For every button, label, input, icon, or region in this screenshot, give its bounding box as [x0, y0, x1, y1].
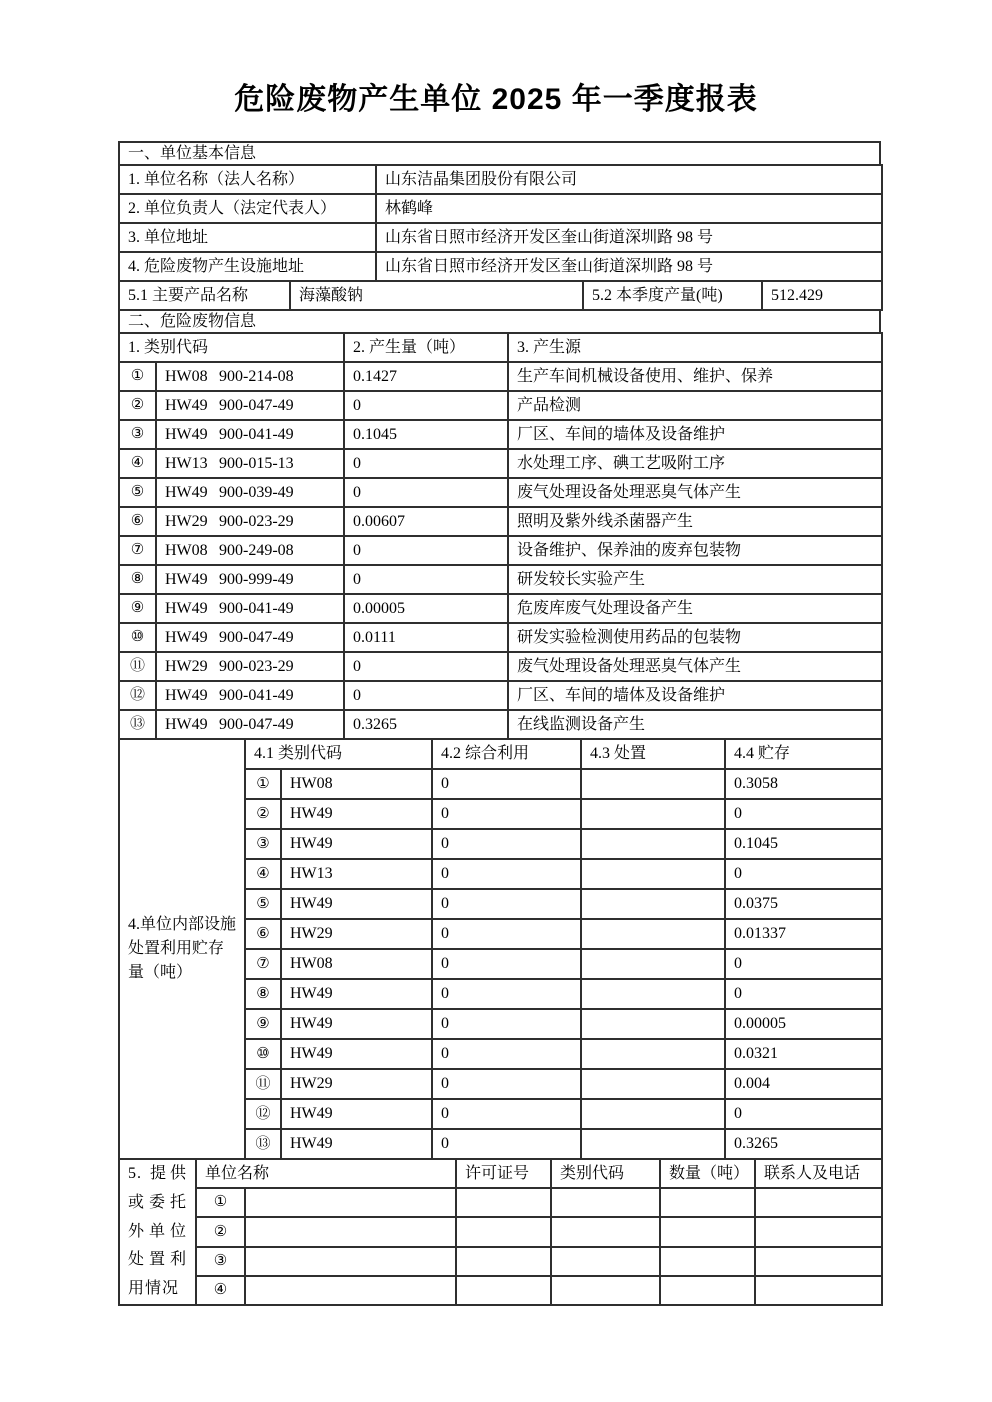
col-header-use: 4.2 综合利用	[432, 739, 581, 769]
row-index: ⑬	[245, 1129, 281, 1159]
waste-code-num: 900-047-49	[219, 396, 294, 414]
waste-code-hw: HW29	[281, 1069, 432, 1099]
table-row	[119, 1217, 882, 1246]
section1-header-table	[118, 141, 881, 166]
table-row	[119, 391, 882, 420]
waste-code-hw: HW49	[281, 979, 432, 1009]
waste-code-hw: HW49	[281, 1009, 432, 1039]
waste-code	[156, 594, 344, 623]
use-qty: 0	[432, 829, 581, 859]
dispose-qty	[581, 1099, 725, 1129]
row-index: ⑬	[119, 710, 156, 739]
waste-code-num: 900-047-49	[219, 715, 294, 733]
col-header-unit-name: 单位名称	[196, 1159, 456, 1188]
use-qty: 0	[432, 889, 581, 919]
dispose-qty	[581, 949, 725, 979]
product-name-label: 5.1 主要产品名称	[119, 281, 290, 310]
waste-code-hw: HW49	[165, 570, 208, 588]
use-qty: 0	[432, 1069, 581, 1099]
table-row	[119, 652, 882, 681]
waste-source: 研发实验检测使用药品的包装物	[508, 623, 882, 652]
table-row	[119, 681, 882, 710]
table-row	[119, 362, 882, 391]
waste-qty: 0.00005	[344, 594, 508, 623]
waste-qty: 0.0111	[344, 623, 508, 652]
product-row-table	[118, 280, 883, 311]
store-qty: 0	[725, 1099, 882, 1129]
waste-info-header-table	[118, 332, 883, 363]
table-row	[119, 165, 882, 194]
waste-code-num: 900-041-49	[219, 686, 294, 704]
dispose-qty	[581, 859, 725, 889]
waste-source: 研发较长实验产生	[508, 565, 882, 594]
waste-code-hw: HW49	[165, 396, 208, 414]
table-row	[119, 565, 882, 594]
row-index: ⑫	[245, 1099, 281, 1129]
table-row	[119, 281, 882, 310]
use-qty: 0	[432, 1099, 581, 1129]
row-index: ⑫	[119, 681, 156, 710]
waste-code-hw: HW08	[165, 367, 208, 385]
dispose-qty	[581, 919, 725, 949]
row-index: ⑥	[245, 919, 281, 949]
waste-code-hw: HW08	[281, 949, 432, 979]
waste-code-hw: HW49	[281, 799, 432, 829]
waste-code-hw: HW13	[165, 454, 208, 472]
product-qty-label: 5.2 本季度产量(吨)	[583, 281, 762, 310]
qty-cell	[660, 1276, 755, 1305]
waste-source: 危废库废气处理设备产生	[508, 594, 882, 623]
code-cell	[551, 1276, 660, 1305]
waste-code-num: 900-047-49	[219, 628, 294, 646]
waste-code-hw: HW29	[281, 919, 432, 949]
product-name-value: 海藻酸钠	[290, 281, 583, 310]
row-index: ⑧	[119, 565, 156, 594]
store-qty: 0	[725, 859, 882, 889]
use-qty: 0	[432, 919, 581, 949]
section5-label: 5. 提供或委托外单位处置利用情况	[119, 1159, 196, 1305]
waste-code-num: 900-023-29	[219, 657, 294, 675]
section4-label: 4.单位内部设施处置利用贮存量（吨）	[119, 739, 245, 1159]
table-row	[119, 623, 882, 652]
field-label: 1. 单位名称（法人名称）	[119, 165, 376, 194]
use-qty: 0	[432, 979, 581, 1009]
waste-code	[156, 362, 344, 391]
table-row	[119, 223, 882, 252]
row-index: ①	[119, 362, 156, 391]
qty-cell	[660, 1247, 755, 1276]
waste-code-hw: HW49	[281, 1039, 432, 1069]
row-index: ⑦	[119, 536, 156, 565]
waste-code	[156, 565, 344, 594]
waste-code-num: 900-249-08	[219, 541, 294, 559]
waste-source: 厂区、车间的墙体及设备维护	[508, 420, 882, 449]
waste-qty: 0.00607	[344, 507, 508, 536]
row-index: ⑥	[119, 507, 156, 536]
waste-qty: 0	[344, 681, 508, 710]
permit-cell	[456, 1188, 551, 1217]
waste-code-num: 900-015-13	[219, 454, 294, 472]
col-header-code: 类别代码	[551, 1159, 660, 1188]
page-title: 危险废物产生单位 2025 年一季度报表	[234, 83, 758, 116]
basic-info-table	[118, 164, 883, 282]
table-row	[119, 333, 882, 362]
waste-source: 水处理工序、碘工艺吸附工序	[508, 449, 882, 478]
store-qty: 0	[725, 799, 882, 829]
row-index: ⑨	[245, 1009, 281, 1039]
waste-code	[156, 420, 344, 449]
field-value: 山东省日照市经济开发区奎山街道深圳路 98 号	[376, 223, 882, 252]
qty-cell	[660, 1217, 755, 1246]
row-index: ⑩	[245, 1039, 281, 1069]
waste-source: 厂区、车间的墙体及设备维护	[508, 681, 882, 710]
row-index: ⑧	[245, 979, 281, 1009]
table-row	[119, 710, 882, 739]
dispose-qty	[581, 769, 725, 799]
dispose-qty	[581, 1069, 725, 1099]
waste-qty: 0.1427	[344, 362, 508, 391]
table-row	[119, 1276, 882, 1305]
waste-code-hw: HW08	[165, 541, 208, 559]
use-qty: 0	[432, 1039, 581, 1069]
waste-qty: 0.3265	[344, 710, 508, 739]
waste-code	[156, 536, 344, 565]
col-header-code: 4.1 类别代码	[245, 739, 432, 769]
waste-code-hw: HW49	[165, 483, 208, 501]
waste-code-num: 900-041-49	[219, 425, 294, 443]
col-header-code: 1. 类别代码	[119, 333, 344, 362]
store-qty: 0.01337	[725, 919, 882, 949]
table-row	[119, 194, 882, 223]
contact-cell	[755, 1217, 882, 1246]
permit-cell	[456, 1276, 551, 1305]
waste-code	[156, 652, 344, 681]
table-row	[119, 594, 882, 623]
field-label: 3. 单位地址	[119, 223, 376, 252]
row-index: ⑨	[119, 594, 156, 623]
internal-disposal-table	[118, 738, 883, 1160]
row-index: ⑤	[245, 889, 281, 919]
field-label: 4. 危险废物产生设施地址	[119, 252, 376, 281]
unit-name-cell	[245, 1276, 456, 1305]
waste-qty: 0	[344, 449, 508, 478]
col-header-qty: 2. 产生量（吨）	[344, 333, 508, 362]
waste-code-hw: HW49	[165, 628, 208, 646]
row-index: ④	[245, 859, 281, 889]
qty-cell	[660, 1188, 755, 1217]
section2-header: 二、危险废物信息	[119, 310, 880, 333]
store-qty: 0	[725, 949, 882, 979]
section1-header: 一、单位基本信息	[119, 142, 880, 165]
use-qty: 0	[432, 859, 581, 889]
store-qty: 0.1045	[725, 829, 882, 859]
store-qty: 0.3265	[725, 1129, 882, 1159]
waste-source: 产品检测	[508, 391, 882, 420]
table-row	[119, 420, 882, 449]
code-cell	[551, 1247, 660, 1276]
waste-qty: 0	[344, 652, 508, 681]
dispose-qty	[581, 1039, 725, 1069]
col-header-contact: 联系人及电话	[755, 1159, 882, 1188]
waste-qty: 0	[344, 565, 508, 594]
table-row	[119, 507, 882, 536]
waste-code-hw: HW49	[281, 829, 432, 859]
table-row	[119, 536, 882, 565]
use-qty: 0	[432, 769, 581, 799]
dispose-qty	[581, 889, 725, 919]
waste-code-hw: HW49	[165, 686, 208, 704]
row-index: ⑤	[119, 478, 156, 507]
waste-code-hw: HW49	[281, 1099, 432, 1129]
report-table	[118, 141, 881, 1306]
waste-code	[156, 681, 344, 710]
use-qty: 0	[432, 1009, 581, 1039]
use-qty: 0	[432, 1129, 581, 1159]
field-label: 2. 单位负责人（法定代表人）	[119, 194, 376, 223]
store-qty: 0.00005	[725, 1009, 882, 1039]
waste-code-hw: HW08	[281, 769, 432, 799]
row-index: ④	[196, 1276, 245, 1305]
waste-code-hw: HW49	[165, 425, 208, 443]
waste-code-hw: HW49	[281, 889, 432, 919]
waste-code-num: 900-023-29	[219, 512, 294, 530]
dispose-qty	[581, 979, 725, 1009]
row-index: ⑪	[245, 1069, 281, 1099]
waste-code	[156, 710, 344, 739]
table-row	[119, 449, 882, 478]
permit-cell	[456, 1247, 551, 1276]
waste-code-num: 900-041-49	[219, 599, 294, 617]
row-index: ④	[119, 449, 156, 478]
table-row	[119, 252, 882, 281]
row-index: ⑦	[245, 949, 281, 979]
store-qty: 0	[725, 979, 882, 1009]
dispose-qty	[581, 799, 725, 829]
waste-qty: 0	[344, 478, 508, 507]
waste-code-hw: HW49	[165, 715, 208, 733]
waste-code	[156, 449, 344, 478]
waste-code	[156, 478, 344, 507]
row-index: ②	[196, 1217, 245, 1246]
use-qty: 0	[432, 799, 581, 829]
waste-code	[156, 623, 344, 652]
waste-code	[156, 391, 344, 420]
external-disposal-table	[118, 1158, 883, 1306]
permit-cell	[456, 1217, 551, 1246]
waste-source: 照明及紫外线杀菌器产生	[508, 507, 882, 536]
table-row	[119, 1188, 882, 1217]
waste-source: 设备维护、保养油的废弃包装物	[508, 536, 882, 565]
table-row	[119, 1159, 882, 1188]
col-header-permit: 许可证号	[456, 1159, 551, 1188]
row-index: ⑪	[119, 652, 156, 681]
dispose-qty	[581, 1129, 725, 1159]
table-row	[119, 478, 882, 507]
store-qty: 0.0321	[725, 1039, 882, 1069]
waste-code-num: 900-039-49	[219, 483, 294, 501]
store-qty: 0.004	[725, 1069, 882, 1099]
field-value: 林鹤峰	[376, 194, 882, 223]
unit-name-cell	[245, 1247, 456, 1276]
table-row	[119, 142, 880, 165]
row-index: ①	[245, 769, 281, 799]
field-value: 山东省日照市经济开发区奎山街道深圳路 98 号	[376, 252, 882, 281]
dispose-qty	[581, 829, 725, 859]
row-index: ③	[119, 420, 156, 449]
waste-source: 废气处理设备处理恶臭气体产生	[508, 652, 882, 681]
waste-qty: 0	[344, 536, 508, 565]
waste-source: 废气处理设备处理恶臭气体产生	[508, 478, 882, 507]
waste-source: 生产车间机械设备使用、维护、保养	[508, 362, 882, 391]
waste-code-hw: HW49	[165, 599, 208, 617]
contact-cell	[755, 1247, 882, 1276]
waste-code-hw: HW49	[281, 1129, 432, 1159]
table-row	[119, 739, 882, 769]
waste-qty: 0.1045	[344, 420, 508, 449]
col-header-dispose: 4.3 处置	[581, 739, 725, 769]
product-qty-value: 512.429	[762, 281, 882, 310]
use-qty: 0	[432, 949, 581, 979]
field-value: 山东洁晶集团股份有限公司	[376, 165, 882, 194]
waste-code-hw: HW29	[165, 657, 208, 675]
table-row	[119, 1247, 882, 1276]
code-cell	[551, 1188, 660, 1217]
contact-cell	[755, 1188, 882, 1217]
table-row	[119, 310, 880, 333]
waste-qty: 0	[344, 391, 508, 420]
waste-code-num: 900-999-49	[219, 570, 294, 588]
row-index: ②	[119, 391, 156, 420]
row-index: ②	[245, 799, 281, 829]
code-cell	[551, 1217, 660, 1246]
row-index: ⑩	[119, 623, 156, 652]
dispose-qty	[581, 1009, 725, 1039]
store-qty: 0.0375	[725, 889, 882, 919]
col-header-qty: 数量（吨）	[660, 1159, 755, 1188]
row-index: ③	[245, 829, 281, 859]
unit-name-cell	[245, 1217, 456, 1246]
store-qty: 0.3058	[725, 769, 882, 799]
contact-cell	[755, 1276, 882, 1305]
waste-code-hw: HW13	[281, 859, 432, 889]
row-index: ①	[196, 1188, 245, 1217]
waste-info-table	[118, 361, 883, 740]
waste-code	[156, 507, 344, 536]
waste-source: 在线监测设备产生	[508, 710, 882, 739]
waste-code-hw: HW29	[165, 512, 208, 530]
col-header-store: 4.4 贮存	[725, 739, 882, 769]
waste-code-num: 900-214-08	[219, 367, 294, 385]
unit-name-cell	[245, 1188, 456, 1217]
section2-header-table	[118, 309, 881, 334]
row-index: ③	[196, 1247, 245, 1276]
col-header-source: 3. 产生源	[508, 333, 882, 362]
